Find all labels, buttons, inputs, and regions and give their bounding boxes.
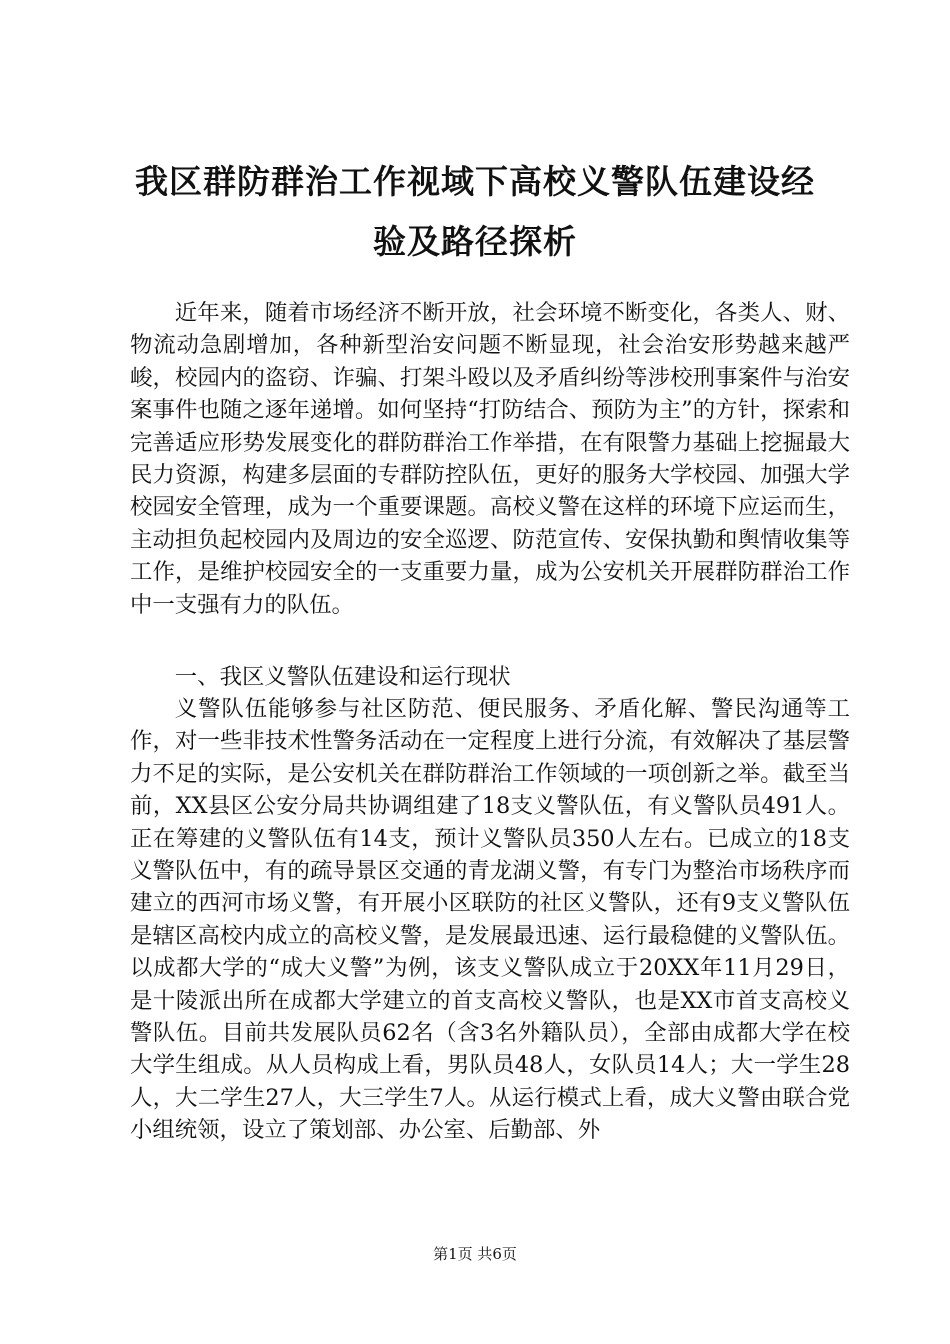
section-paragraph: 义警队伍能够参与社区防范、便民服务、矛盾化解、警民沟通等工作，对一些非技术性警务活动在一定程度上进行分流，有效解决了基层警力不足的实际，是公安机关在群防群治工作领域的一项创新之举。截至当前，XX县区公安分局共协调组建了18支义警队伍，有义警队员491人。正在筹建的义警队伍有14支，预计义警队员350人左右。已成立的18支义警队伍中，有的疏导景区交通的青龙湖义警，有专门为整治市场秩序而建立的西河市场义警，有开展小区联防的社区义警队，还有9支义警队伍是辖区高校内成立的高校义警，是发展最迅速、运行最稳健的义警队伍。以成都大学的“成大义警”为例，该支义警队成立于20XX年11月29日，是十陵派出所在成都大学建立的首支高校义警队，也是XX市首支高校义警队伍。目前共发展队员62名（含3名外籍队员），全部由成都大学在校大学生组成。从人员构成上看，男队员48人，女队员14人；大一学生28人，大二学生27人，大三学生7人。从运行模式上看，成大义警由联合党小组统领，设立了策划部、办公室、后勤部、外 [130, 696, 850, 1144]
document-title-line-2: 验及路径探析 [373, 222, 577, 261]
intro-paragraph: 近年来，随着市场经济不断开放，社会环境不断变化，各类人、财、物流动急剧增加，各种新型治安问题不断显现，社会治安形势越来越严峻，校园内的盗窃、诈骗、打架斗殴以及矛盾纠纷等涉校刑事案件与治安案事件也随之逐年递增。如何坚持“打防结合、预防为主”的方针，探索和完善适应形势发展变化的群防群治工作举措，在有限警力基础上挖掘最大民力资源，构建多层面的专群防控队伍，更好的服务大学校园、加强大学校园安全管理，成为一个重要课题。高校义警在这样的环境下应运而生，主动担负起校园内及周边的安全巡逻、防范宣传、安保执勤和舆情收集等工作，是维护校园安全的一支重要力量，成为公安机关开展群防群治工作中一支强有力的队伍。 [130, 300, 850, 618]
document-title-line-1: 我区群防群治工作视域下高校义警队伍建设经 [135, 162, 815, 201]
section-heading: 一、我区义警队伍建设和运行现状 [174, 664, 511, 690]
page-number-footer: 第1页 共6页 [433, 1245, 517, 1263]
